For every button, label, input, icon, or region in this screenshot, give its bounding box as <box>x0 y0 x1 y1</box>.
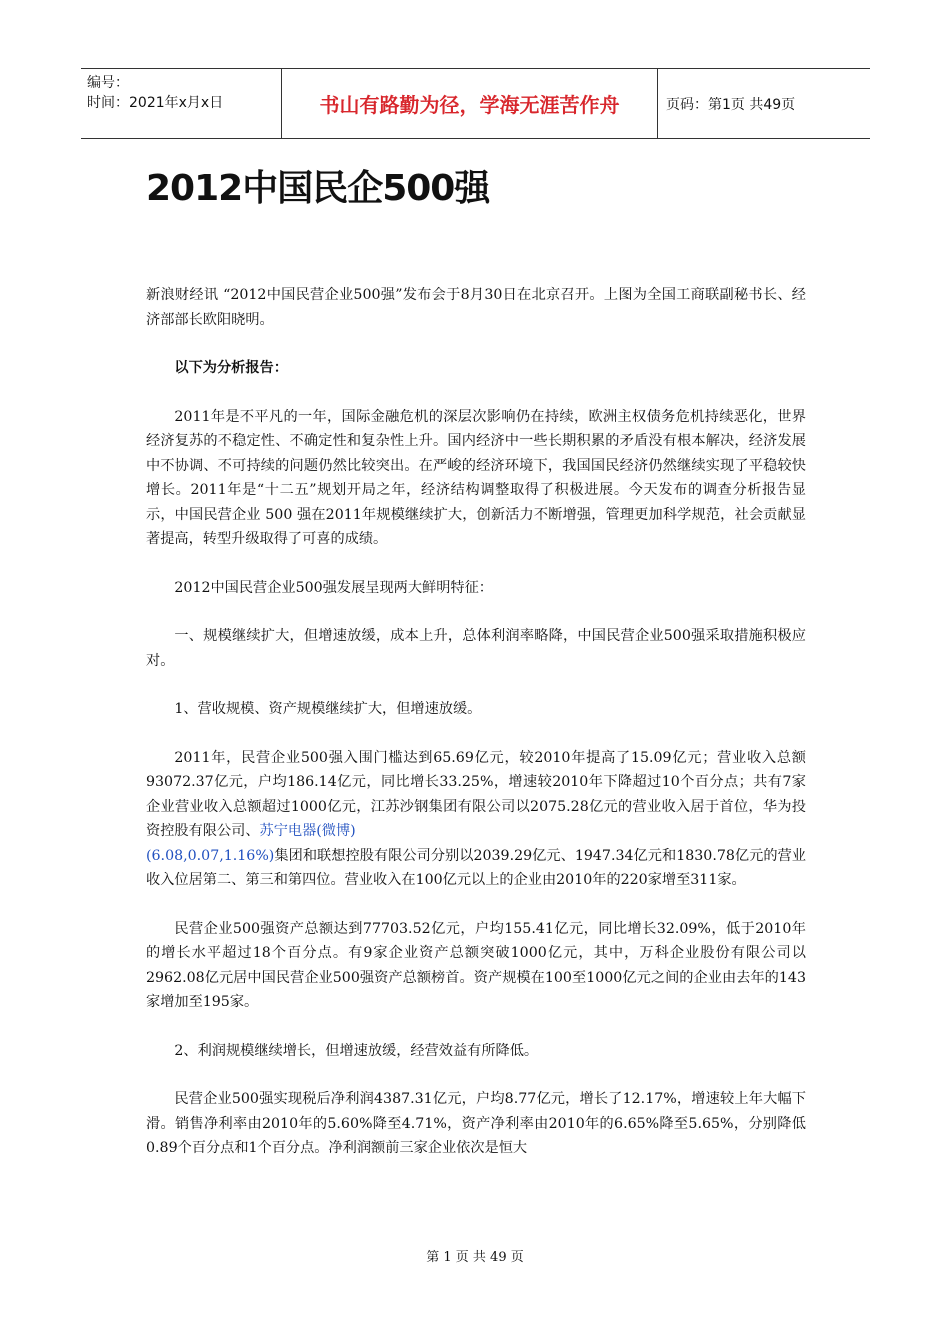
paragraph-intro: 新浪财经讯 “2012中国民营企业500强”发布会于8月30日在北京召开。上图为全国工商联副秘书长、经济部部长欧阳晓明。 <box>146 287 806 328</box>
page-info: 页码：第1页 共49页 <box>666 96 796 113</box>
paragraph-section-one: 一、规模继续扩大，但增速放缓，成本上升，总体利润率略降，中国民营企业500强采取措施积极应对。 <box>146 628 806 669</box>
page-footer: 第 1 页 共 49 页 <box>426 1250 524 1265</box>
paragraph-report-heading: 以下为分析报告： <box>174 360 288 376</box>
suning-link[interactable]: 苏宁电器(微博) <box>259 823 356 839</box>
paragraph-features: 2012中国民营企业500强发展呈现两大鲜明特征： <box>174 579 493 596</box>
header-left-cell <box>81 69 281 138</box>
revenue-text-a: 2011年，民营企业500强入围门槛达到65.69亿元，较2010年提高了15.09亿元；营业收入总额93072.37亿元，户均186.14亿元，同比增长33.25%，增速较2010年下降超过10个百分点；共有7家企业营业收入总额超过1000亿元，江苏沙钢集团有限公司以2075.28亿元的营业收入居于首位，华为投资控股有限公司、 <box>146 749 806 839</box>
document-title: 2012中国民企500强 <box>146 168 490 209</box>
stock-quote-link[interactable]: (6.08,0.07,1.16%) <box>146 847 275 864</box>
page-header <box>81 68 870 139</box>
code-label: 编号： <box>87 75 129 91</box>
revenue-text-b: 集团和联想控股有限公司分别以2039.29亿元、1947.34亿元和1830.78亿元的营业收入位居第二、第三和第四位。营业收入在100亿元以上的企业由2010年的220家增至311家。 <box>146 847 806 888</box>
paragraph-subsection-one: 1、营收规模、资产规模继续扩大，但增速放缓。 <box>174 701 482 717</box>
paragraph-revenue <box>146 746 806 893</box>
time-label: 时间：2021年x月x日 <box>87 95 224 111</box>
paragraph-assets: 民营企业500强资产总额达到77703.52亿元，户均155.41亿元，同比增长32.09%，低于2010年的增长水平超过18个百分点。有9家企业资产总额突破1000亿元，其中，万科企业股份有限公司以2962.08亿元居中国民营企业500强资产总额榜首。资产规模在100至1000亿元之间的企业由去年的143家增加至195家。 <box>146 920 806 1010</box>
document-body <box>146 283 806 1185</box>
paragraph-profit: 民营企业500强实现税后净利润4387.31亿元，户均8.77亿元，增长了12.17%，增速较上年大幅下滑。销售净利率由2010年的5.60%降至4.71%，资产净利率由2010年的6.65%降至5.65%，分别降低0.89个百分点和1个百分点。净利润额前三家企业依次是恒大 <box>146 1091 806 1156</box>
paragraph-overview: 2011年是不平凡的一年，国际金融危机的深层次影响仍在持续，欧洲主权债务危机持续恶化，世界经济复苏的不稳定性、不确定性和复杂性上升。国内经济中一些长期积累的矛盾没有根本解决，经济发展中不协调、不可持续的问题仍然比较突出。在严峻的经济环境下，我国国民经济仍然继续实现了平稳较快增长。2011年是“十二五”规划开局之年，经济结构调整取得了积极进展。今天发布的调查分析报告显示，中国民营企业 500 强在2011年规模继续扩大，创新活力不断增强，管理更加科学规范，社会贡献显著提高，转型升级取得了可喜的成绩。 <box>146 408 806 547</box>
motto: 书山有路勤为径，学海无涯苦作舟 <box>281 69 658 138</box>
paragraph-subsection-two: 2、利润规模继续增长，但增速放缓，经营效益有所降低。 <box>174 1042 539 1059</box>
